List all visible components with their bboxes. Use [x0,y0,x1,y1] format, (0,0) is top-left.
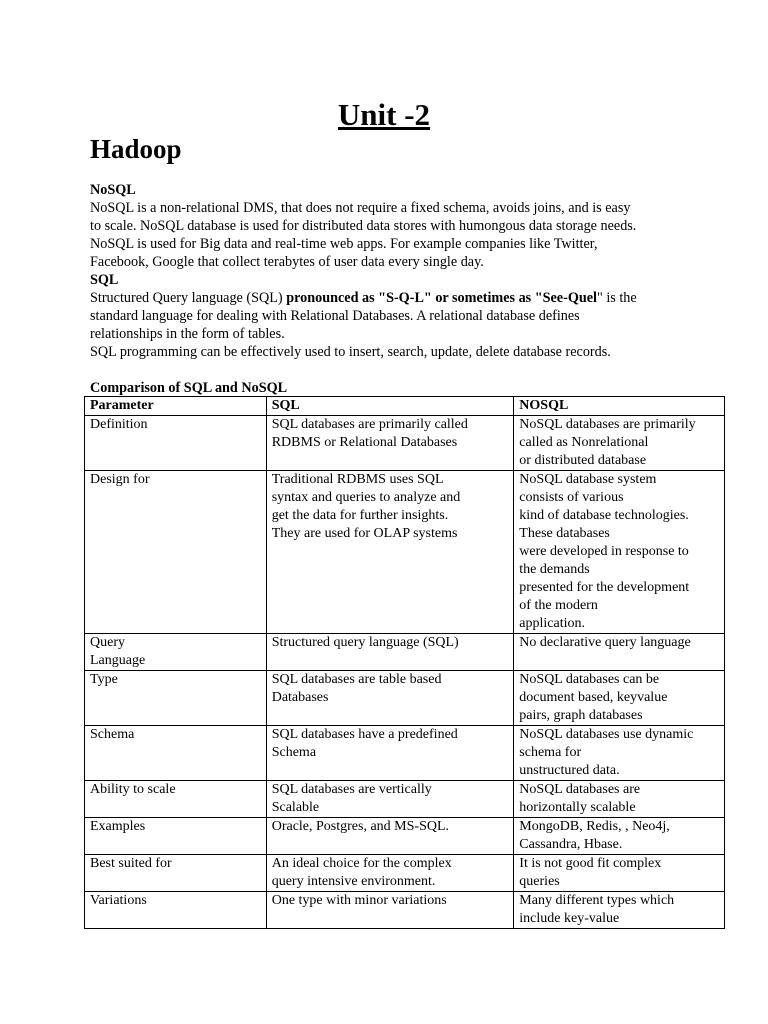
table-row [85,634,725,671]
table-row [85,726,725,781]
cell-parameter: Examples [85,818,267,855]
cell-nosql: No declarative query language [514,634,725,671]
sql-usage-paragraph: SQL programming can be effectively used to insert, search, update, delete database records. [90,344,611,360]
cell-parameter: Type [85,671,267,726]
cell-parameter: Variations [85,892,267,929]
table-row [85,818,725,855]
header-sql: SQL [266,397,514,416]
comparison-caption: Comparison of SQL and NoSQL [90,380,288,396]
cell-nosql: MongoDB, Redis, , Neo4j, Cassandra, Hbase. [514,818,725,855]
cell-sql: Traditional RDBMS uses SQL syntax and queries to analyze and get the data for further insights. They are used for OLAP systems [266,471,514,634]
table-row [85,471,725,634]
unit-title: Unit -2 [337,97,431,132]
sql-pronunciation: pronounced as "S-Q-L" or sometimes as "See-Quel [286,290,597,306]
chapter-title: Hadoop [90,134,182,164]
sql-heading: SQL [90,272,119,288]
cell-parameter: Ability to scale [85,781,267,818]
cell-nosql: It is not good fit complex queries [514,855,725,892]
cell-nosql: NoSQL databases are horizontally scalable [514,781,725,818]
header-nosql: NOSQL [514,397,725,416]
table-row [85,892,725,929]
cell-sql: An ideal choice for the complex query intensive environment. [266,855,514,892]
cell-nosql: NoSQL databases use dynamic schema for unstructured data. [514,726,725,781]
cell-nosql: Many different types which include key-value [514,892,725,929]
cell-nosql: NoSQL databases are primarily called as Nonrelational or distributed database [514,416,725,471]
cell-parameter: Schema [85,726,267,781]
nosql-paragraph: NoSQL is a non-relational DMS, that does not require a fixed schema, avoids joins, and is easy to scale. NoSQL database is used for distributed data stores with humongous data storage needs. NoSQL is used for Big data and real-time web apps. For example companies like Twitter, Facebook, Google that collect terabytes of user data every single day. [90,200,637,270]
cell-sql: One type with minor variations [266,892,514,929]
nosql-heading: NoSQL [90,182,136,198]
comparison-table [84,396,725,929]
cell-sql: SQL databases have a predefined Schema [266,726,514,781]
table-row [85,855,725,892]
cell-sql: Structured query language (SQL) [266,634,514,671]
cell-parameter: Design for [85,471,267,634]
cell-nosql: NoSQL database system consists of various kind of database technologies. These databases were developed in response to the demands presented for the development of the modern application. [514,471,725,634]
sql-paragraph-end: " is the standard language for dealing with Relational Databases. A relational database defines relationships in the form of tables. [90,290,637,342]
cell-parameter: Definition [85,416,267,471]
table-row [85,671,725,726]
body-text [90,181,690,397]
cell-nosql: NoSQL databases can be document based, keyvalue pairs, graph databases [514,671,725,726]
cell-sql: SQL databases are table based Databases [266,671,514,726]
cell-parameter: Best suited for [85,855,267,892]
header-parameter: Parameter [85,397,267,416]
cell-parameter: Query Language [85,634,267,671]
cell-sql: SQL databases are primarily called RDBMS or Relational Databases [266,416,514,471]
table-row [85,416,725,471]
table-header-row [85,397,725,416]
table-row [85,781,725,818]
sql-paragraph [90,289,690,343]
sql-paragraph-start: Structured Query language (SQL) [90,290,287,306]
cell-sql: Oracle, Postgres, and MS-SQL. [266,818,514,855]
cell-sql: SQL databases are vertically Scalable [266,781,514,818]
